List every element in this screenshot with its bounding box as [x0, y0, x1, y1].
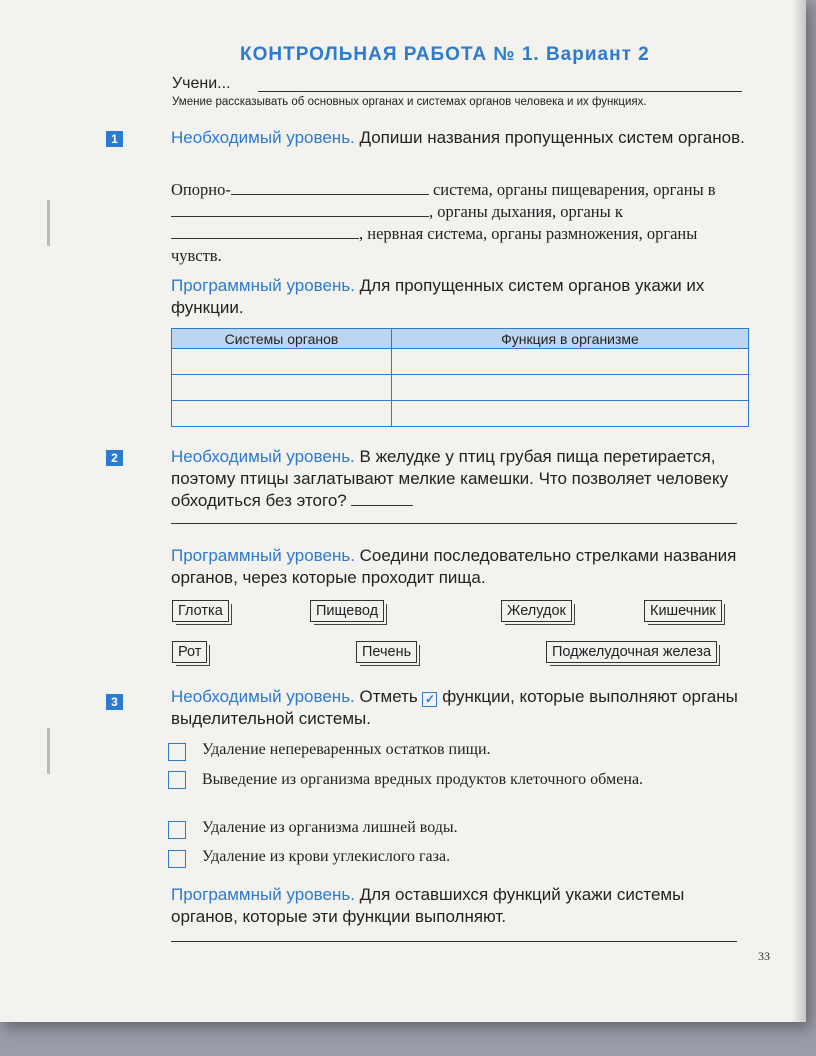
table-row — [172, 375, 749, 401]
task-number-3: 3 — [106, 694, 123, 710]
basic-level-label: Необходимый уровень. — [171, 687, 355, 706]
answer-line[interactable] — [171, 941, 737, 942]
task2-basic-text: В желудке у птиц грубая пища перетирается, поэтому птицы заглатывают мелкие камешки. Что позволяет человеку обходиться без этого? — [171, 447, 729, 510]
organ-box-stomach[interactable]: Желудок — [501, 600, 572, 622]
task3-basic — [171, 686, 747, 730]
organ-box-esophagus[interactable]: Пищевод — [310, 600, 384, 622]
task3-basic-text: Отметь — [359, 687, 418, 706]
table-header-systems: Системы органов — [172, 329, 392, 349]
organ-box-liver[interactable]: Печень — [356, 641, 417, 663]
fill-text-part: , нервная система, органы размножения, органы чувств. — [171, 224, 698, 265]
program-level-label: Программный уровень. — [171, 546, 355, 565]
checkbox[interactable] — [168, 821, 186, 839]
task3-program-text: Для оставшихся функций укажи системы органов, которые эти функции выполняют. — [171, 885, 685, 926]
blank-line-2[interactable] — [171, 216, 429, 217]
task1-fill-text — [171, 179, 747, 267]
checkbox[interactable] — [168, 743, 186, 761]
answer-blank[interactable] — [351, 505, 413, 506]
task-number-2: 2 — [106, 450, 123, 466]
task2-basic — [171, 446, 747, 512]
student-label: Учени... — [172, 75, 231, 92]
option-row — [168, 741, 748, 761]
task2-program — [171, 545, 747, 589]
program-level-label: Программный уровень. — [171, 885, 355, 904]
task1-program-text: Для пропущенных систем органов укажи их функции. — [171, 276, 705, 317]
option-label: Выведение из организма вредных продуктов клеточного обмена. — [202, 771, 644, 788]
task1-basic — [171, 127, 747, 149]
checkmark-icon: ✓ — [422, 692, 437, 707]
table-cell[interactable] — [172, 349, 392, 375]
table-row — [172, 401, 749, 427]
page-title: КОНТРОЛЬНАЯ РАБОТА № 1. Вариант 2 — [240, 44, 650, 65]
table-cell[interactable] — [172, 401, 392, 427]
organ-box-mouth[interactable]: Рот — [172, 641, 207, 663]
table-header-function: Функция в организме — [392, 329, 749, 349]
blank-line-1[interactable] — [231, 194, 429, 195]
table-cell[interactable] — [392, 375, 749, 401]
table-cell[interactable] — [392, 401, 749, 427]
table-cell[interactable] — [392, 349, 749, 375]
organ-box-throat[interactable]: Глотка — [172, 600, 229, 622]
fill-text-part: Опорно- — [171, 180, 231, 199]
fill-text-part: , органы дыхания, органы к — [429, 202, 623, 221]
option-row — [168, 819, 748, 839]
task3-basic-text: функции, которые выполняют органы выделительной системы. — [171, 687, 738, 728]
organ-box-intestine[interactable]: Кишечник — [644, 600, 722, 622]
option-label: Удаление из крови углекислого газа. — [202, 848, 451, 865]
option-label: Удаление из организма лишней воды. — [202, 819, 458, 836]
checkbox[interactable] — [168, 850, 186, 868]
program-level-label: Программный уровень. — [171, 276, 355, 295]
binding-mark — [47, 728, 50, 774]
fill-text-part: система, органы пищеварения, органы в — [432, 180, 716, 199]
task1-program — [171, 275, 747, 319]
table-row — [172, 349, 749, 375]
binding-mark — [47, 200, 50, 246]
blank-line-3[interactable] — [171, 238, 359, 239]
basic-level-label: Необходимый уровень. — [171, 447, 355, 466]
task2-program-text: Соедини последовательно стрелками названия органов, через которые проходит пища. — [171, 546, 737, 587]
functions-table — [171, 328, 749, 427]
option-row — [168, 769, 748, 790]
option-label: Удаление непереваренных остатков пищи. — [202, 741, 491, 758]
option-row — [168, 848, 748, 868]
student-name-line[interactable] — [258, 91, 742, 92]
organ-box-pancreas[interactable]: Поджелудочная железа — [546, 641, 717, 663]
answer-line[interactable] — [171, 523, 737, 524]
checkbox[interactable] — [168, 771, 186, 789]
task3-program — [171, 884, 747, 928]
skill-description: Умение рассказывать об основных органах и системах органов человека и их функциях. — [172, 96, 647, 108]
table-cell[interactable] — [172, 375, 392, 401]
page-number: 33 — [758, 949, 770, 963]
basic-level-label: Необходимый уровень. — [171, 128, 355, 147]
task1-basic-text: Допиши названия пропущенных систем органов. — [359, 128, 745, 147]
task-number-1: 1 — [106, 131, 123, 147]
